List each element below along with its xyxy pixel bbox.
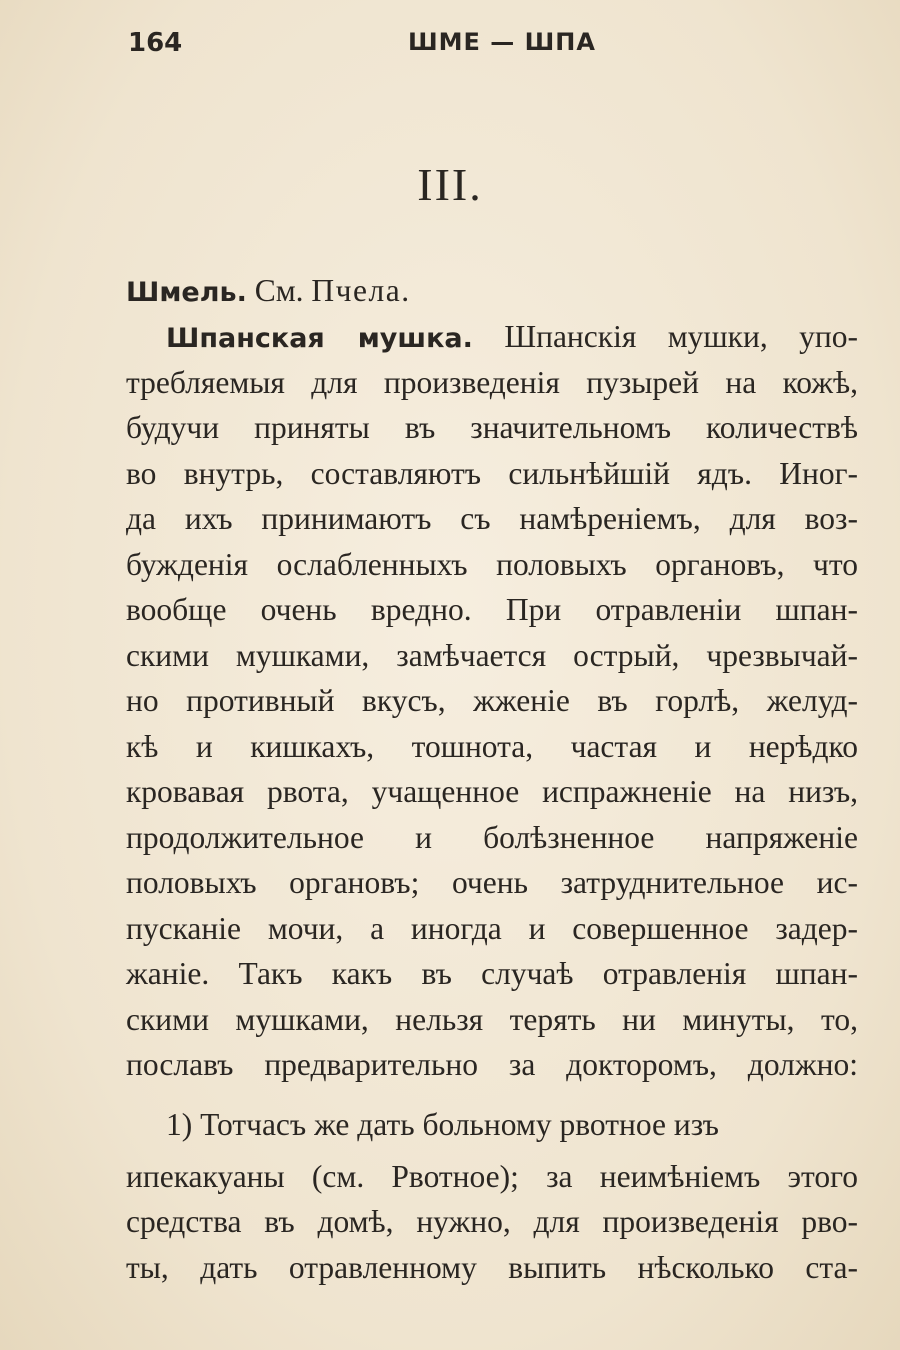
- cross-ref-target: Пчела.: [311, 273, 411, 308]
- numbered-item-line: ипекакуаны (см. Рвотное); за неимѣніемъ этого: [126, 1158, 858, 1194]
- article-line: скими мушками, нельзя терять ни минуты, то,: [126, 1001, 858, 1037]
- article-line: будучи приняты въ значительномъ количествѣ: [126, 410, 858, 445]
- article-line: требляемыя для произведенія пузырей на кожѣ,: [126, 364, 858, 400]
- article-line: кровавая рвота, учащенное испражненіе на низъ,: [126, 774, 858, 809]
- entry-shmel: [126, 268, 858, 314]
- article-line: продолжительное и болѣзненное напряженіе: [126, 819, 858, 855]
- article-first-line: [166, 314, 858, 360]
- article-line: да ихъ принимаютъ съ намѣреніемъ, для воз-: [126, 501, 858, 536]
- numbered-item-line: Тотчасъ же дать больному рвотное изъ: [200, 1106, 719, 1142]
- article-line: скими мушками, замѣчается острый, чрезвычай-: [126, 637, 858, 673]
- article-term: Шпанская мушка.: [166, 323, 473, 354]
- cross-ref-prefix: См.: [254, 273, 304, 308]
- numbered-item-marker: 1): [166, 1106, 193, 1142]
- article-line: во внутрь, составляютъ сильнѣйшій ядъ. Иног-: [126, 455, 858, 491]
- running-head: ШМЕ — ШПА: [408, 28, 596, 56]
- article-body: [126, 268, 858, 1290]
- page-number: 164: [128, 28, 183, 58]
- page-header: [128, 22, 870, 66]
- article-line: кѣ и кишкахъ, тошнота, частая и нерѣдко: [126, 728, 858, 764]
- article-line: половыхъ органовъ; очень затруднительное ис-: [126, 865, 858, 900]
- entry-term: Шмель.: [126, 277, 247, 308]
- article-line: жаніе. Такъ какъ въ случаѣ отравленія шпан-: [126, 956, 858, 991]
- article-line: Шпанскія мушки, упо-: [504, 319, 858, 354]
- article-line: бужденія ослабленныхъ половыхъ органовъ, что: [126, 546, 858, 582]
- article-line: вообще очень вредно. При отравленіи шпан-: [126, 592, 858, 627]
- section-number: III.: [417, 159, 483, 210]
- article-line: но противный вкусъ, жженіе въ горлѣ, желуд-: [126, 683, 858, 718]
- numbered-item-line: средства въ домѣ, нужно, для произведенія рво-: [126, 1204, 858, 1239]
- numbered-item-line: ты, дать отравленному выпить нѣсколько ста-: [126, 1249, 858, 1285]
- numbered-item-first-line: [166, 1102, 858, 1154]
- article-line: пославъ предварительно за докторомъ, должно:: [126, 1047, 858, 1082]
- article-line: пусканіе мочи, а иногда и совершенное задер-: [126, 910, 858, 946]
